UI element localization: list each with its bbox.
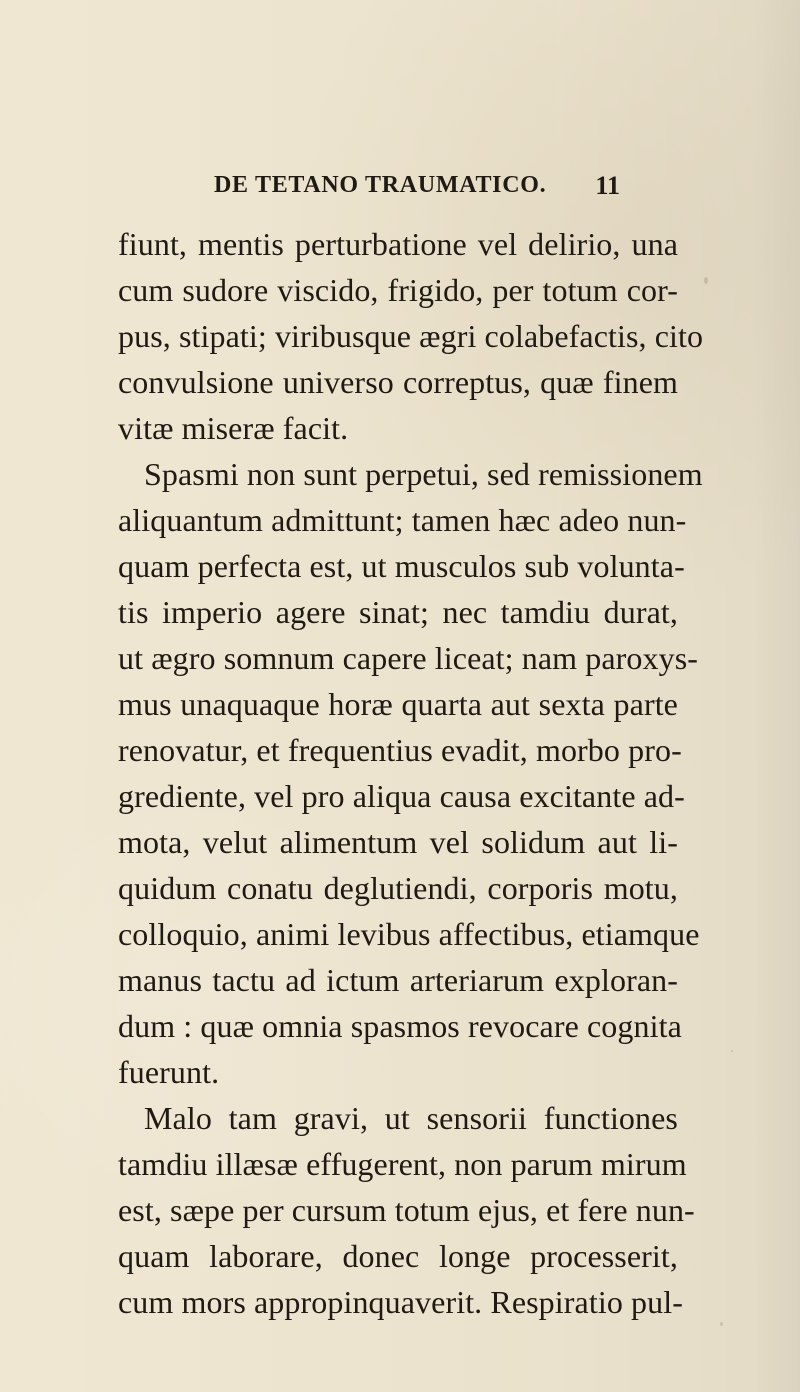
text-line: est, sæpe per cursum totum ejus, et fere nun- [118,1192,695,1228]
text-line: fuerunt. [118,1054,220,1090]
text-line: tis imperio agere sinat; nec tamdiu durat, [118,594,678,630]
running-title: DE TETANO TRAUMATICO. [214,172,547,198]
text-line: quam laborare, donec longe processerit, [118,1238,678,1274]
page-number: 11 [595,171,620,200]
text-line: colloquio, animi levibus affectibus, etiamque [118,916,700,952]
text-line: fiunt, mentis perturbatione vel delirio, una [118,226,678,262]
text-line: dum : quæ omnia spasmos revocare cognita [118,1008,682,1044]
text-line: ut ægro somnum capere liceat; nam paroxys- [118,640,699,676]
text-line: mota, velut alimentum vel solidum aut li- [118,824,678,860]
text-line: tamdiu illæsæ effugerent, non parum mirum [118,1146,687,1182]
paper-speck [731,1050,733,1052]
main-text-block [118,221,704,1325]
text-line: quidum conatu deglutiendi, corporis motu, [118,870,678,906]
page-header [214,172,634,200]
text-line: grediente, vel pro aliqua causa excitante ad- [118,778,685,814]
page-edge-shadow [752,0,800,1392]
text-line: pus, stipati; viribusque ægri colabefactis, cito [118,318,704,354]
text-line: quam perfecta est, ut musculos sub volunta- [118,548,685,584]
text-line: convulsione universo correptus, quæ finem [118,364,678,400]
paragraph-start-line: Malo tam gravi, ut sensorii functiones [144,1100,678,1136]
paper-speck [720,1322,723,1326]
text-line: mus unaquaque horæ quarta aut sexta parte [118,686,678,722]
text-line: cum mors appropinquaverit. Respiratio pul- [118,1284,683,1320]
paragraph-start-line: Spasmi non sunt perpetui, sed remissionem [144,456,703,492]
text-line: manus tactu ad ictum arteriarum exploran- [118,962,678,998]
paper-speck [704,277,708,284]
text-line: cum sudore viscido, frigido, per totum cor- [118,272,678,308]
text-line: aliquantum admittunt; tamen hæc adeo nun- [118,502,687,538]
text-line: vitæ miseræ facit. [118,410,349,446]
text-line: renovatur, et frequentius evadit, morbo pro- [118,732,682,768]
